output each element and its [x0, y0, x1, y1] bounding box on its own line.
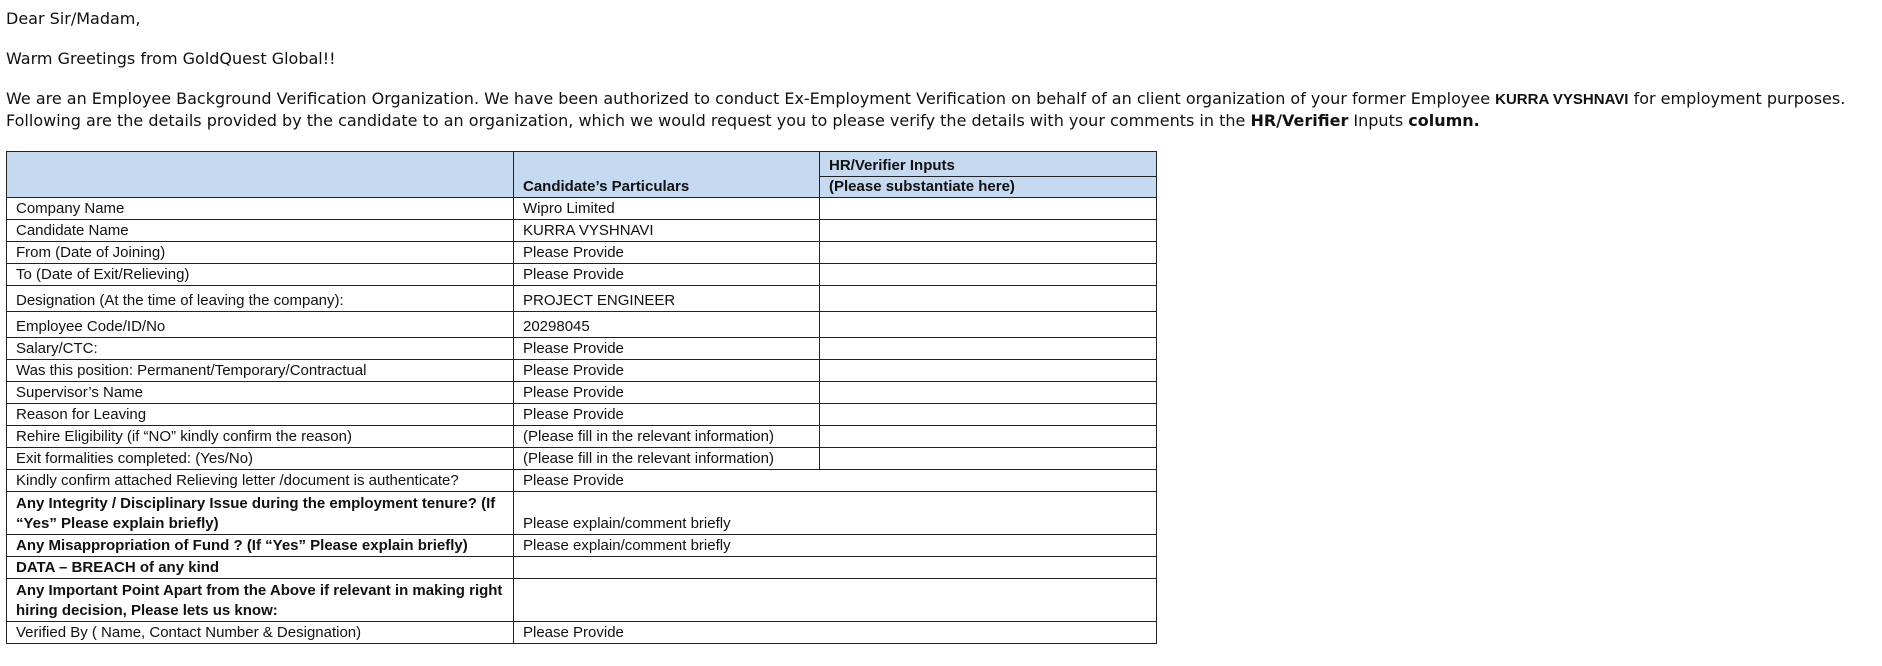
row-label: Employee Code/ID/No: [7, 312, 514, 338]
table-row: [7, 220, 1157, 242]
row-label: Reason for Leaving: [7, 404, 514, 426]
row-value: Please Provide: [514, 338, 820, 360]
row-label: Was this position: Permanent/Temporary/Contractual: [7, 360, 514, 382]
row-value: 20298045: [514, 312, 820, 338]
greeting: Warm Greetings from GoldQuest Global!!: [6, 49, 336, 68]
row-hr-input[interactable]: [820, 286, 1157, 312]
row-hr-input[interactable]: [820, 338, 1157, 360]
row-label: Any Misappropriation of Fund ? (If “Yes” Please explain briefly): [7, 535, 514, 557]
row-value-wide[interactable]: [514, 557, 1157, 579]
table-row: [7, 312, 1157, 338]
row-value-wide[interactable]: [514, 579, 1157, 622]
intro-paragraph: [6, 88, 1876, 131]
salutation: Dear Sir/Madam,: [6, 9, 141, 28]
table-row: [7, 242, 1157, 264]
row-value: KURRA VYSHNAVI: [514, 220, 820, 242]
row-label: Rehire Eligibility (if “NO” kindly confirm the reason): [7, 426, 514, 448]
table-row-wide: [7, 622, 1157, 644]
table-header-row: [7, 152, 1157, 198]
row-hr-input[interactable]: [820, 264, 1157, 286]
row-hr-input[interactable]: [820, 242, 1157, 264]
table-row-wide: [7, 557, 1157, 579]
row-value-wide[interactable]: Please explain/comment briefly: [514, 535, 1157, 557]
row-value: (Please fill in the relevant information): [514, 426, 820, 448]
row-label: Any Integrity / Disciplinary Issue during the employment tenure? (If “Yes” Please explain briefly): [7, 492, 514, 535]
row-hr-input[interactable]: [820, 426, 1157, 448]
row-hr-input[interactable]: [820, 382, 1157, 404]
row-value: Wipro Limited: [514, 198, 820, 220]
intro-text-1: We are an Employee Background Verification Organization. We have been authorized to conduct Ex-Employment Verification on behalf of an client organization of your former Employee: [6, 89, 1496, 108]
row-hr-input[interactable]: [820, 198, 1157, 220]
row-hr-input[interactable]: [820, 448, 1157, 470]
row-hr-input[interactable]: [820, 312, 1157, 338]
candidate-name: KURRA VYSHNAVI: [1495, 91, 1629, 108]
table-row: [7, 404, 1157, 426]
table-row: [7, 448, 1157, 470]
row-label: Any Important Point Apart from the Above if relevant in making right hiring decision, Please lets us know:: [7, 579, 514, 622]
table-row-wide: [7, 470, 1157, 492]
intro-text-3: Inputs: [1348, 111, 1409, 130]
row-label: Supervisor’s Name: [7, 382, 514, 404]
row-hr-input[interactable]: [820, 404, 1157, 426]
table-row: [7, 286, 1157, 312]
row-value-wide: Please Provide: [514, 470, 1157, 492]
row-value: Please Provide: [514, 264, 820, 286]
row-label: Company Name: [7, 198, 514, 220]
row-value: Please Provide: [514, 404, 820, 426]
table-row: [7, 426, 1157, 448]
table-row: [7, 338, 1157, 360]
verification-table: [6, 151, 1157, 644]
table-row: [7, 198, 1157, 220]
header-hr-inputs: [820, 152, 1157, 198]
row-label: Exit formalities completed: (Yes/No): [7, 448, 514, 470]
row-label: Designation (At the time of leaving the company):: [7, 286, 514, 312]
row-hr-input[interactable]: [820, 220, 1157, 242]
intro-column: column.: [1408, 111, 1480, 130]
header-hr-line2: (Please substantiate here): [820, 176, 1156, 197]
header-hr-line1: HR/Verifier Inputs: [829, 157, 955, 174]
header-blank-cell: [7, 152, 514, 198]
intro-hr-verifier: HR/Verifier: [1250, 111, 1349, 130]
row-value-wide[interactable]: Please explain/comment briefly: [514, 492, 1157, 535]
row-value: (Please fill in the relevant information): [514, 448, 820, 470]
table-row: [7, 264, 1157, 286]
row-label: Verified By ( Name, Contact Number & Designation): [7, 622, 514, 644]
row-label: Candidate Name: [7, 220, 514, 242]
row-label: To (Date of Exit/Relieving): [7, 264, 514, 286]
table-row: [7, 382, 1157, 404]
header-particulars: Candidate’s Particulars: [514, 152, 820, 198]
table-row-wide: [7, 579, 1157, 622]
row-value-wide[interactable]: Please Provide: [514, 622, 1157, 644]
row-label: Kindly confirm attached Relieving letter /document is authenticate?: [7, 470, 514, 492]
letter-body: [6, 8, 1876, 131]
row-value: Please Provide: [514, 242, 820, 264]
row-label: Salary/CTC:: [7, 338, 514, 360]
intro-text-2: for employment purposes. Following are the details provided by the candidate to an organization, which we would request you to please verify the details with your comments in the: [6, 89, 1846, 130]
row-hr-input[interactable]: [820, 360, 1157, 382]
row-value: PROJECT ENGINEER: [514, 286, 820, 312]
table-row-wide: [7, 535, 1157, 557]
row-value: Please Provide: [514, 382, 820, 404]
row-value: Please Provide: [514, 360, 820, 382]
row-label: From (Date of Joining): [7, 242, 514, 264]
table-row: [7, 360, 1157, 382]
table-row-wide: [7, 492, 1157, 535]
row-label: DATA – BREACH of any kind: [7, 557, 514, 579]
